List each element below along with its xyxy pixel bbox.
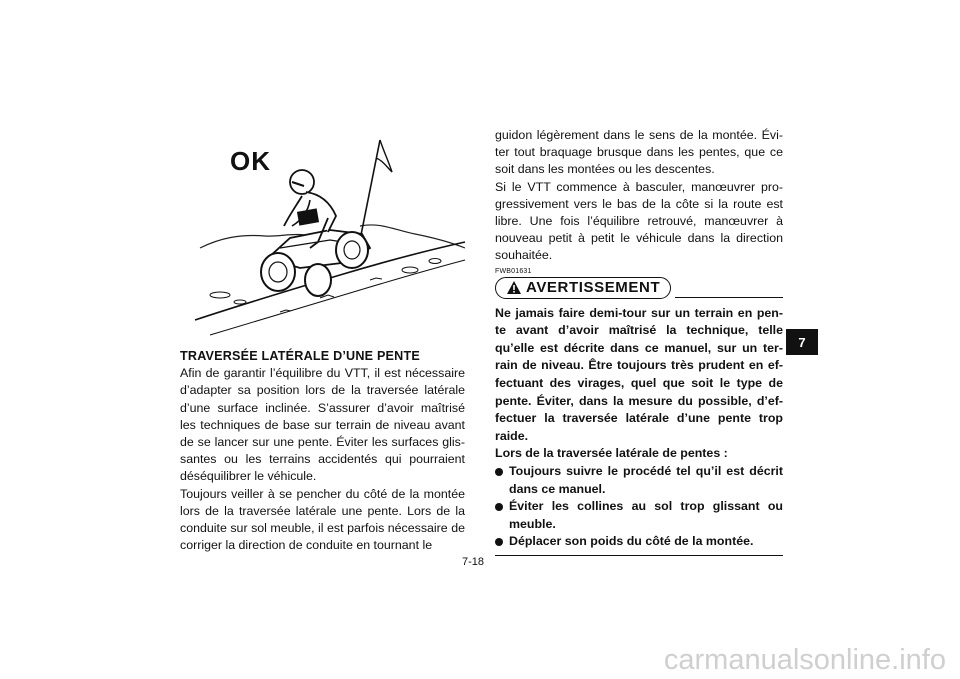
list-item-text: Toujours suivre le procédé tel qu’il est décrit dans ce manuel. [509, 463, 783, 496]
warning-subheading: Lors de la traversée latérale de pentes : [495, 446, 728, 461]
list-item [495, 463, 783, 498]
body-paragraph-2: Toujours veiller à se pencher du côté de la montée lors de la traversée latérale une pente. Lors de la conduite sur sol meuble, il est parfois nécessaire de corriger la direction de conduite en tournant le [180, 486, 465, 553]
warning-label: AVERTISSEMENT [526, 279, 661, 297]
warning-badge [495, 277, 671, 299]
warning-end-rule [495, 555, 783, 556]
warning-rule [675, 297, 783, 298]
warning-list [495, 463, 783, 551]
illustration-ok-label: OK [230, 146, 271, 176]
bullet-icon [495, 503, 503, 511]
list-item-text: Déplacer son poids du côté de la montée. [509, 534, 754, 549]
left-column [180, 348, 465, 554]
atv-slope-illustration [180, 130, 470, 345]
warning-triangle-icon [506, 280, 522, 295]
body-paragraph-3: guidon légèrement dans le sens de la montée. Évi-ter tout braquage brusque dans les pentes, que ce soit dans les montées ou les descentes. [495, 128, 783, 177]
chapter-tab: 7 [786, 329, 818, 355]
right-column [495, 127, 783, 556]
atv-rider-drawing [180, 130, 470, 345]
bullet-icon [495, 538, 503, 546]
body-paragraph-4: Si le VTT commence à basculer, manœuvrer pro-gressivement vers le bas de la côte si la route est libre. Une fois l’équilibre retrouvé, manœuvrer à nouveau petit à petit le véhicule dans la direction souhaitée. [495, 179, 783, 263]
warning-body [495, 305, 783, 556]
page-number: 7-18 [462, 556, 485, 568]
watermark: carmanualsonline.info [663, 644, 946, 676]
warning-header [495, 277, 783, 301]
body-paragraph-1: Afin de garantir l’équilibre du VTT, il est nécessaire d’adapter sa position lors de la traversée latérale d’une surface inclinée. S’assurer d’avoir maîtrisé les techniques de base sur terrain de niveau avant de se lancer sur une pente. Éviter les surfaces glis-santes ou les terrains accidentés qui pourraient déséquilibrer le véhicule. [180, 366, 465, 484]
warning-code: FWB01631 [495, 267, 532, 275]
section-heading: TRAVERSÉE LATÉRALE D’UNE PENTE [180, 349, 420, 363]
list-item [495, 533, 783, 551]
warning-text: Ne jamais faire demi-tour sur un terrain en pen-te avant d’avoir maîtrisé la technique, telle qu’elle est décrite dans ce manuel, sur un ter-rain de niveau. Être toujours très prudent en ef-fectuant des virages, quel que soit le type de pente. Éviter, dans la mesure du possible, d’ef-fectuer la traversée latérale d’une pente trop raide. [495, 305, 783, 443]
list-item-text: Éviter les collines au sol trop glissant ou meuble. [509, 499, 783, 531]
list-item [495, 498, 783, 533]
bullet-icon [495, 468, 503, 476]
